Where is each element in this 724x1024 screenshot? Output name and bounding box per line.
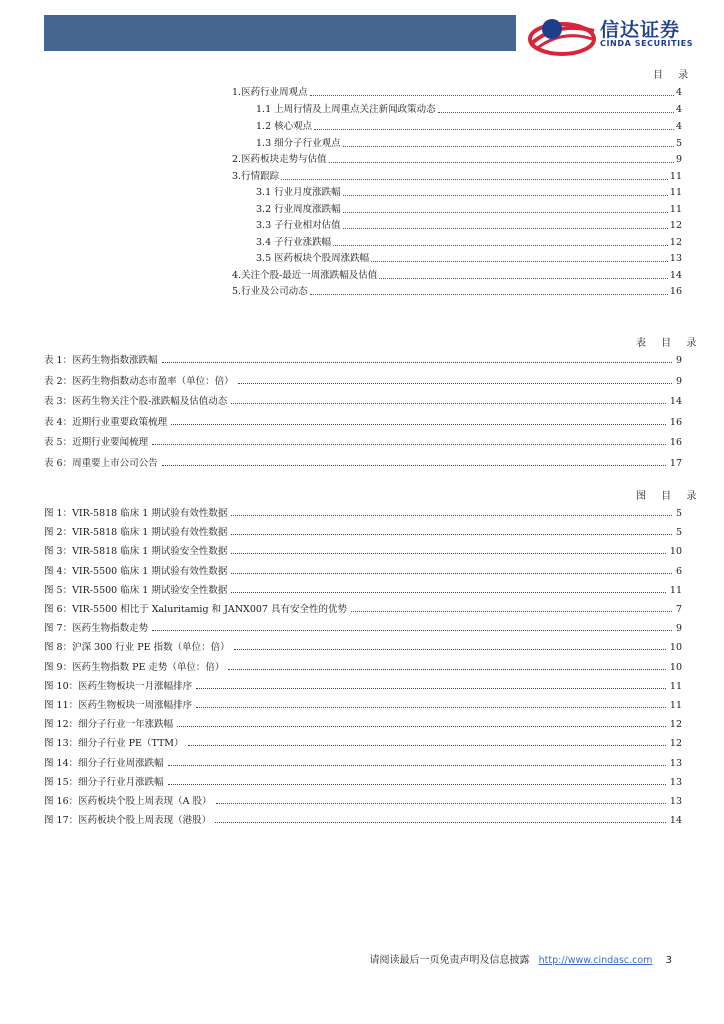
table-list-entry[interactable] [44, 393, 682, 407]
figure-list-entry-label: 图 16：医药板块个股上周表现（A 股） [44, 796, 212, 807]
toc-entry[interactable] [256, 101, 682, 115]
leader-dots [152, 623, 672, 631]
toc-entry-page: 12 [669, 237, 682, 248]
toc-entry-page: 11 [669, 187, 682, 198]
leader-dots [231, 527, 672, 535]
leader-dots [231, 566, 672, 574]
figure-list-entry-page: 10 [669, 661, 682, 673]
figure-list-entry-label: 图 17：医药板块个股上周表现（港股） [44, 815, 212, 827]
toc-entry-label: 4.关注个股-最近一周涨跌幅及估值 [232, 270, 378, 281]
leader-dots [228, 662, 665, 670]
toc-entry[interactable] [232, 168, 682, 182]
toc-entry-label: 1.3 细分子行业观点 [256, 138, 341, 149]
toc-entry-page: 12 [669, 220, 682, 231]
toc-entry[interactable] [232, 283, 682, 297]
toc-entry-page: 9 [675, 154, 682, 165]
figure-list-entry-page: 7 [675, 604, 682, 615]
figure-list-entry-page: 13 [669, 776, 682, 788]
leader-dots [215, 815, 666, 823]
figure-list-entry-label: 图 15：细分子行业月涨跌幅 [44, 776, 164, 788]
figure-list-entry-label: 图 11：医药生物板块一周涨幅排序 [44, 700, 193, 711]
toc-entry[interactable] [256, 217, 682, 231]
figure-list-entry-label: 图 13：细分子行业 PE（TTM） [44, 738, 184, 750]
figure-list-entry-page: 13 [669, 757, 682, 769]
figure-list-entry-page: 6 [675, 565, 682, 577]
figure-list-entry-page: 12 [669, 738, 682, 750]
toc-entry-page: 4 [675, 87, 682, 98]
toc-entry-label: 2.医药板块走势与估值 [232, 154, 327, 165]
table-list-entry-page: 16 [669, 416, 682, 428]
leader-dots [351, 604, 672, 612]
leader-dots [162, 458, 666, 466]
leader-dots [329, 154, 674, 163]
leader-dots [196, 700, 666, 708]
toc-entry-label: 3.行情跟踪 [232, 171, 280, 182]
toc-entry[interactable] [256, 201, 682, 215]
leader-dots [438, 104, 674, 113]
figure-list-entry[interactable] [44, 659, 682, 673]
figure-list-entry-page: 11 [669, 680, 682, 692]
toc-entry[interactable] [256, 118, 682, 132]
figure-list-entry-label: 图 10：医药生物板块一月涨幅排序 [44, 680, 193, 692]
figure-list-entry-label: 图 9：医药生物指数 PE 走势（单位：倍） [44, 661, 225, 673]
figure-list-title: 图 目 录 [636, 491, 703, 502]
toc-entry[interactable] [232, 151, 682, 165]
figure-list-entry-page: 11 [669, 584, 682, 596]
toc-entry-page: 4 [675, 121, 682, 132]
figure-list-entry-label: 图 3：VIR-5818 临床 1 期试验安全性数据 [44, 546, 228, 558]
leader-dots [231, 585, 666, 593]
toc-entry-label: 3.2 行业周度涨跌幅 [256, 204, 341, 215]
toc-entry[interactable] [232, 84, 682, 98]
page-number: 3 [665, 955, 672, 966]
figure-list-entry[interactable] [44, 716, 682, 730]
figure-list-entry-label: 图 14：细分子行业周涨跌幅 [44, 757, 164, 769]
figure-list-entry[interactable] [44, 793, 682, 807]
toc-entry[interactable] [256, 250, 682, 264]
leader-dots [333, 237, 668, 246]
cinda-logo-icon [528, 13, 598, 57]
toc-entry[interactable] [256, 135, 682, 149]
toc-entry-page: 5 [675, 138, 682, 149]
table-list-entry-page: 9 [675, 355, 682, 366]
figure-list-entry-label: 图 4：VIR-5500 临床 1 期试验有效性数据 [44, 565, 228, 577]
toc-entry-label: 3.1 行业月度涨跌幅 [256, 187, 341, 198]
figure-list-entry[interactable] [44, 563, 682, 577]
disclaimer-notice: 请阅读最后一页免责声明及信息披露 [369, 955, 530, 966]
figure-list-entry-label: 图 2：VIR-5818 临床 1 期试验有效性数据 [44, 527, 228, 539]
figure-list-entry-label: 图 12：细分子行业一年涨跌幅 [44, 719, 174, 731]
leader-dots [231, 396, 666, 404]
table-list-entry[interactable] [44, 352, 682, 366]
toc-entry-page: 11 [669, 204, 682, 215]
figure-list-entry[interactable] [44, 601, 682, 615]
table-list-entry[interactable] [44, 434, 682, 448]
leader-dots [171, 417, 666, 425]
toc-entry-page: 13 [669, 253, 682, 264]
figure-list-entry[interactable] [44, 524, 682, 538]
figure-list-entry[interactable] [44, 678, 682, 692]
table-list-entry[interactable] [44, 455, 682, 469]
figure-list-entry-page: 10 [669, 642, 682, 654]
leader-dots [379, 270, 668, 279]
toc-entry-label: 3.3 子行业相对估值 [256, 220, 341, 231]
toc-entry[interactable] [256, 234, 682, 248]
leader-dots [188, 738, 666, 746]
toc-entry-label: 3.4 子行业涨跌幅 [256, 237, 332, 248]
table-list-entry-label: 表 3：医药生物关注个股-涨跌幅及估值动态 [44, 396, 228, 407]
leader-dots [343, 204, 668, 213]
toc-entry-label: 1.医药行业周观点 [232, 87, 308, 98]
table-list-title: 表 目 录 [636, 338, 703, 349]
header-bar [44, 15, 516, 51]
leader-dots [152, 437, 666, 445]
leader-dots [168, 758, 666, 766]
figure-list-entry[interactable] [44, 620, 682, 634]
toc-entry-page: 16 [669, 286, 682, 297]
toc-entry-page: 14 [669, 270, 682, 281]
leader-dots [231, 508, 672, 516]
leader-dots [281, 171, 668, 180]
figure-list-entry[interactable] [44, 543, 682, 557]
toc-entry[interactable] [256, 184, 682, 198]
table-list-entry[interactable] [44, 373, 682, 387]
toc-entry-label: 1.2 核心观点 [256, 121, 313, 132]
brand-name-cn: 信达证券 [600, 19, 681, 41]
figure-list-entry-page: 10 [669, 546, 682, 558]
figure-list-entry[interactable] [44, 755, 682, 769]
figure-list-entry-page: 9 [675, 623, 682, 635]
figure-list-entry-label: 图 5：VIR-5500 临床 1 期试验安全性数据 [44, 584, 228, 596]
leader-dots [314, 121, 674, 130]
figure-list-entry[interactable] [44, 639, 682, 653]
leader-dots [310, 87, 674, 96]
table-list-entry-page: 14 [669, 396, 682, 407]
figure-list-entry[interactable] [44, 697, 682, 711]
figure-list-entry-page: 13 [669, 796, 682, 807]
brand-name-en: CINDA SECURITIES [600, 39, 694, 48]
table-list-entry-page: 16 [669, 437, 682, 448]
figure-list-entry-page: 12 [669, 719, 682, 731]
figure-list-entry-label: 图 6：VIR-5500 相比于 Xaluritamig 和 JANX007 具有安全性的优势 [44, 604, 347, 615]
leader-dots [216, 796, 666, 804]
table-list-entry[interactable] [44, 414, 682, 428]
toc-entry[interactable] [232, 267, 682, 281]
figure-list-entry-label: 图 8：沪深 300 行业 PE 指数（单位：倍） [44, 642, 230, 654]
table-list-entry-label: 表 6：周重要上市公司公告 [44, 457, 158, 469]
toc-entry-page: 11 [669, 171, 682, 182]
figure-list-entry[interactable] [44, 735, 682, 749]
figure-list-entry[interactable] [44, 774, 682, 788]
toc-entry-label: 1.1 上周行情及上周重点关注新闻政策动态 [256, 104, 436, 115]
leader-dots [343, 138, 674, 147]
table-list-entry-label: 表 5：近期行业要闻梳理 [44, 437, 149, 448]
leader-dots [177, 719, 666, 727]
figure-list-entry[interactable] [44, 812, 682, 826]
page-footer [369, 951, 672, 966]
leader-dots [168, 777, 666, 785]
leader-dots [238, 376, 672, 384]
leader-dots [162, 355, 672, 363]
figure-list-entry-label: 图 1：VIR-5818 临床 1 期试验有效性数据 [44, 508, 228, 519]
toc-entry-page: 4 [675, 104, 682, 115]
leader-dots [234, 642, 666, 650]
table-list-entry-label: 表 2：医药生物指数动态市盈率（单位：倍） [44, 375, 234, 387]
leader-dots [196, 681, 666, 689]
brand-logo [528, 13, 708, 57]
figure-list-entry[interactable] [44, 582, 682, 596]
leader-dots [310, 286, 668, 295]
table-list-entry-label: 表 4：近期行业重要政策梳理 [44, 416, 168, 428]
leader-dots [231, 546, 666, 554]
toc-entry-label: 5.行业及公司动态 [232, 286, 308, 297]
toc-entry-label: 3.5 医药板块个股周涨跌幅 [256, 253, 370, 264]
toc-title: 目 录 [653, 70, 695, 81]
table-list-entry-label: 表 1：医药生物指数涨跌幅 [44, 355, 158, 366]
leader-dots [343, 220, 668, 229]
leader-dots [343, 187, 668, 196]
figure-list-entry-page: 5 [675, 527, 682, 539]
figure-list-entry-page: 5 [675, 508, 682, 519]
table-list-entry-page: 9 [675, 375, 682, 387]
figure-list-entry[interactable] [44, 505, 682, 519]
figure-list-entry-page: 11 [669, 700, 682, 711]
table-list-entry-page: 17 [669, 457, 682, 469]
figure-list-entry-page: 14 [669, 815, 682, 827]
website-link[interactable]: http://www.cindasc.com [538, 955, 653, 966]
figure-list-entry-label: 图 7：医药生物指数走势 [44, 623, 149, 635]
leader-dots [371, 253, 668, 262]
